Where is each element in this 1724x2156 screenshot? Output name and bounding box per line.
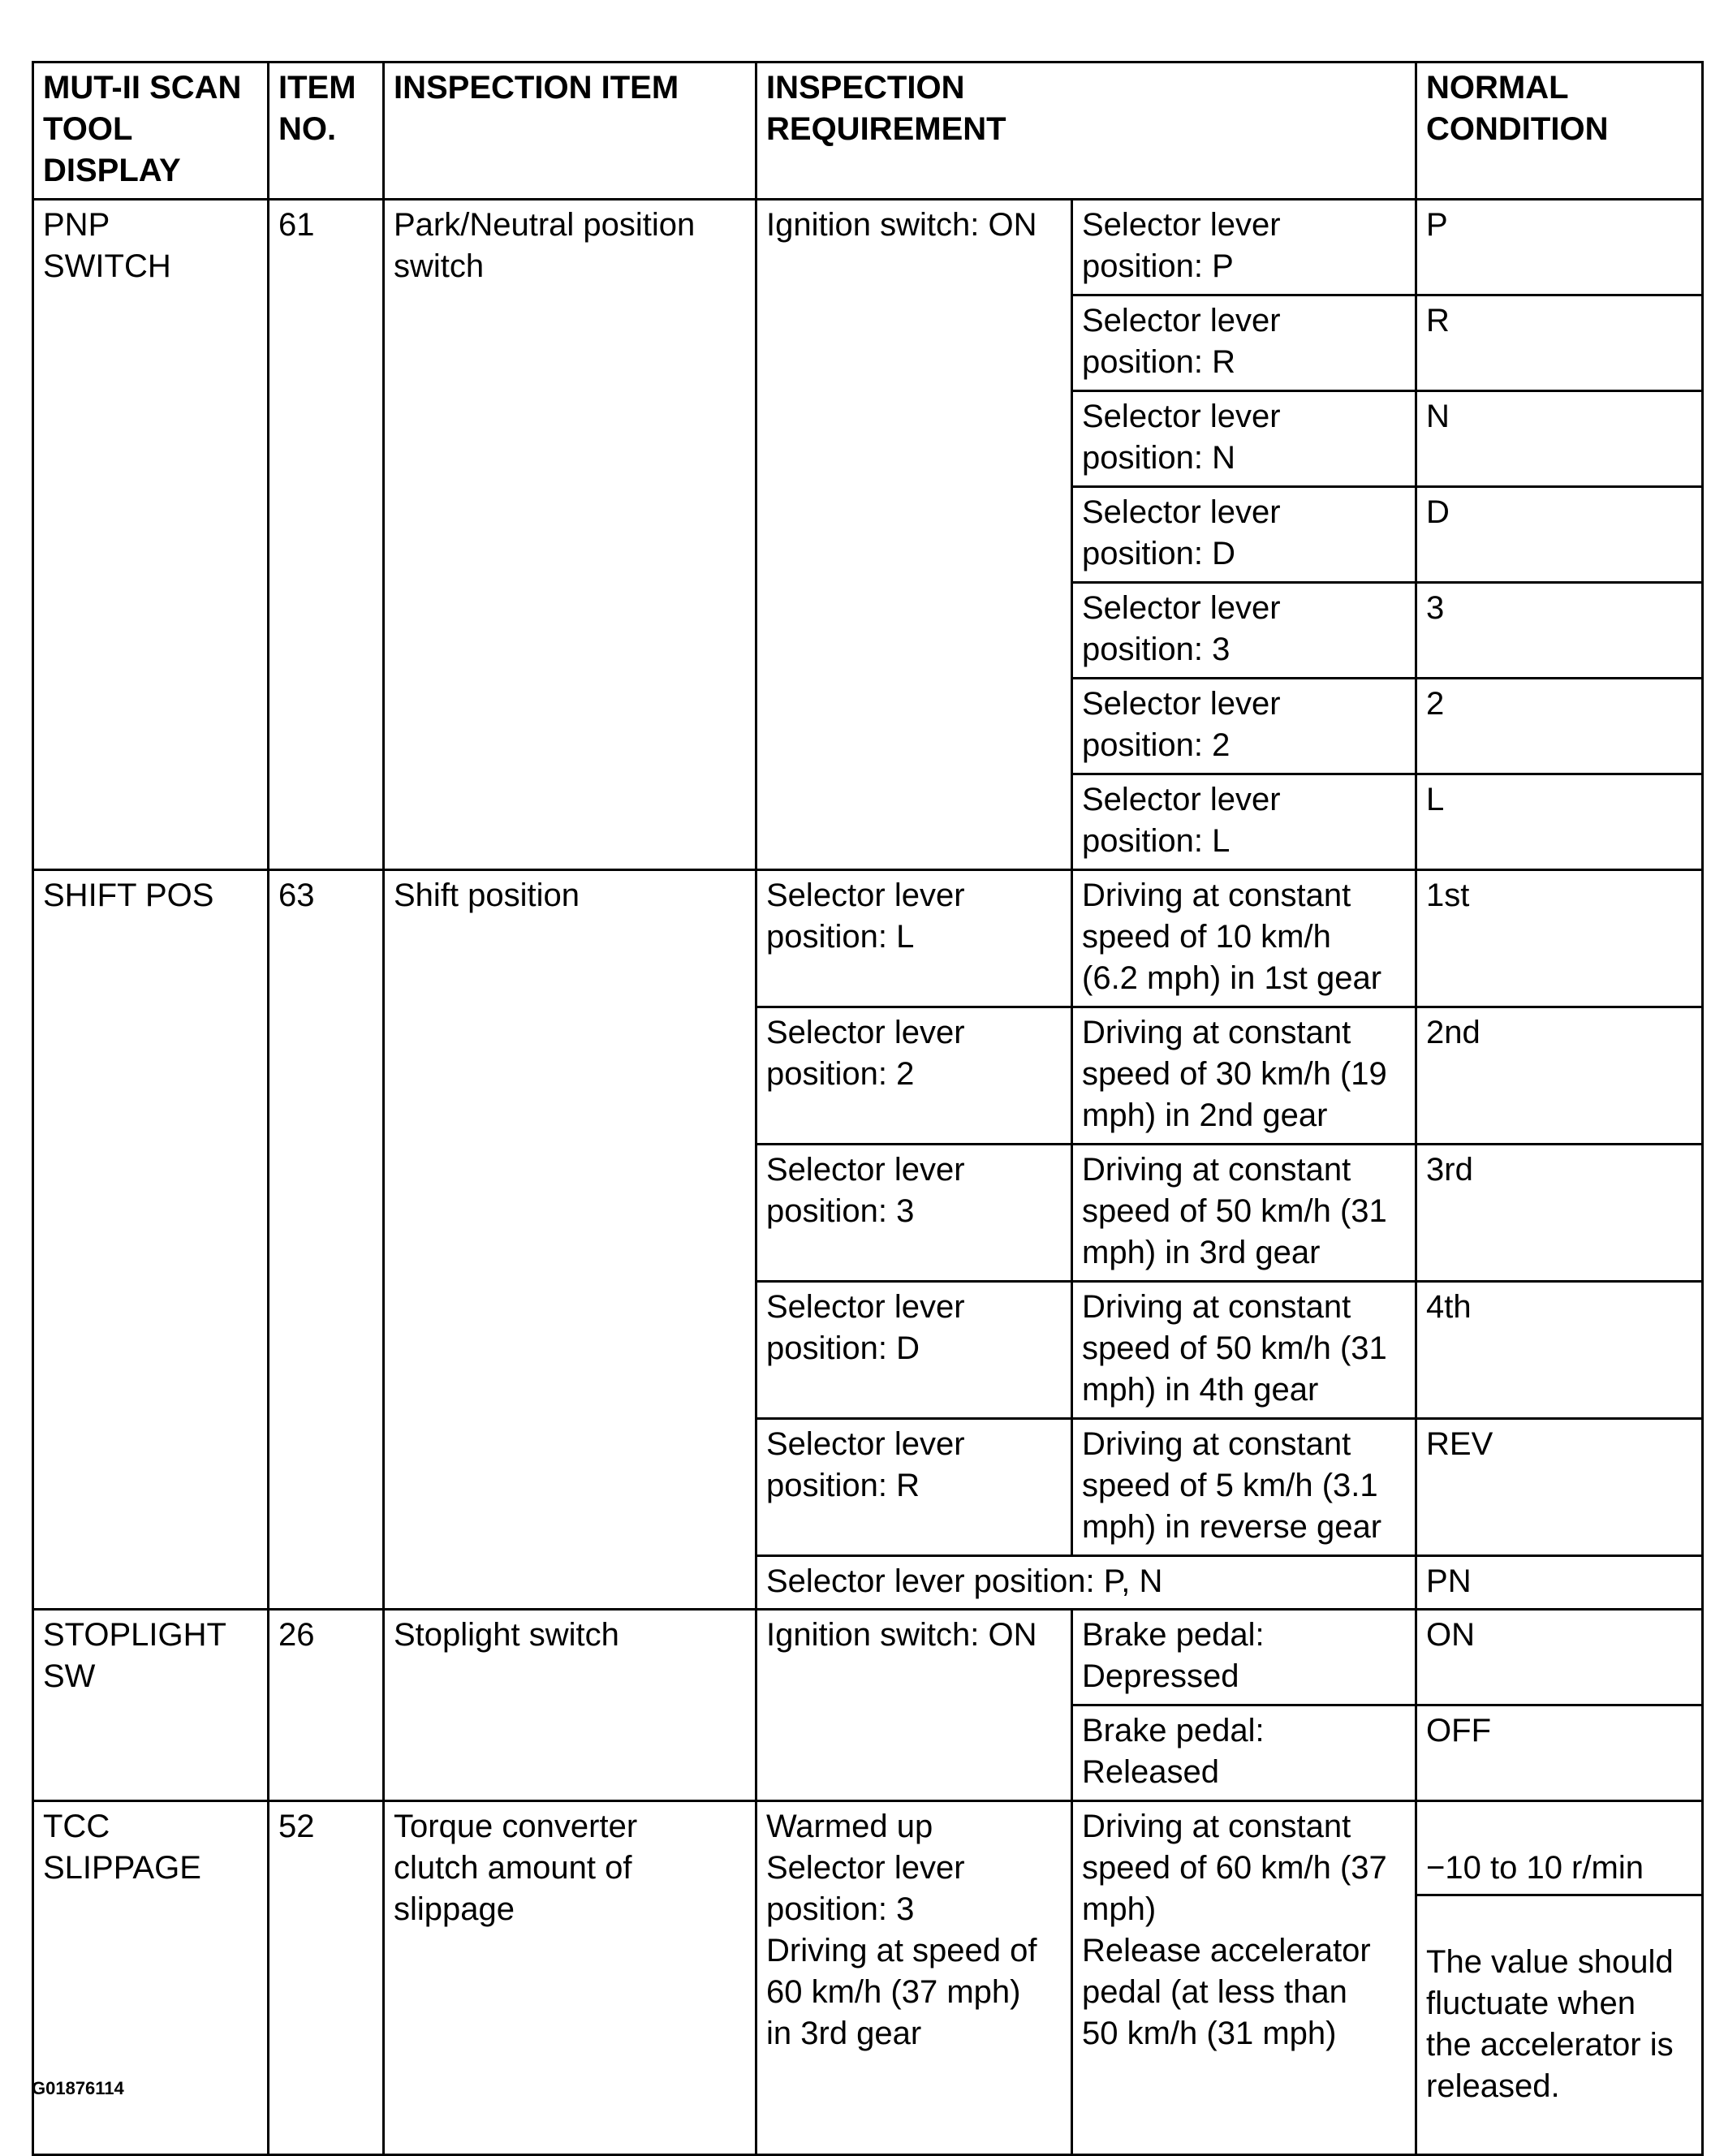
pnp-condition: Selector lever position: 2 xyxy=(1072,679,1416,774)
header-requirement: INSPECTION REQUIREMENT xyxy=(756,63,1416,200)
shift-requirement: Selector lever position: L xyxy=(756,870,1072,1007)
pnp-normal: L xyxy=(1416,774,1703,870)
pnp-condition: Selector lever position: D xyxy=(1072,487,1416,583)
shift-normal: 1st xyxy=(1416,870,1703,1007)
pnp-condition: Selector lever position: 3 xyxy=(1072,583,1416,679)
pnp-condition: Selector lever position: L xyxy=(1072,774,1416,870)
pnp-normal: D xyxy=(1416,487,1703,583)
shift-item-no: 63 xyxy=(269,870,384,1610)
header-item-no: ITEM NO. xyxy=(269,63,384,200)
pnp-normal: 2 xyxy=(1416,679,1703,774)
shift-requirement: Selector lever position: 2 xyxy=(756,1007,1072,1145)
shift-requirement: Selector lever position: D xyxy=(756,1282,1072,1419)
header-normal-condition: NORMAL CONDITION xyxy=(1416,63,1703,200)
stoplight-item-no: 26 xyxy=(269,1610,384,1801)
pnp-condition: Selector lever position: R xyxy=(1072,295,1416,391)
tcc-normal-note: The value should fluctuate when the accelerator is released. xyxy=(1426,1944,1674,2104)
inspection-table xyxy=(32,61,1704,2156)
pnp-requirement: Ignition switch: ON xyxy=(756,200,1072,870)
shift-requirement: Selector lever position: P, N xyxy=(756,1556,1416,1610)
tcc-normal-range: −10 to 10 r/min xyxy=(1417,1843,1701,1896)
stoplight-condition: Brake pedal: Depressed xyxy=(1072,1610,1416,1705)
tcc-normal xyxy=(1416,1801,1703,2155)
shift-item: Shift position xyxy=(384,870,756,1610)
shift-normal: 2nd xyxy=(1416,1007,1703,1145)
shift-normal: REV xyxy=(1416,1419,1703,1556)
shift-condition: Driving at constant speed of 5 km/h (3.1 mph) in reverse gear xyxy=(1072,1419,1416,1556)
shift-condition: Driving at constant speed of 30 km/h (19 mph) in 2nd gear xyxy=(1072,1007,1416,1145)
shift-normal: 4th xyxy=(1416,1282,1703,1419)
pnp-item: Park/Neutral position switch xyxy=(384,200,756,870)
table-row xyxy=(33,1610,1703,1705)
pnp-normal: R xyxy=(1416,295,1703,391)
shift-condition: Driving at constant speed of 10 km/h (6.2 mph) in 1st gear xyxy=(1072,870,1416,1007)
stoplight-condition: Brake pedal: Released xyxy=(1072,1705,1416,1801)
pnp-display: PNP SWITCH xyxy=(33,200,269,870)
stoplight-normal: ON xyxy=(1416,1610,1703,1705)
shift-normal: PN xyxy=(1416,1556,1703,1610)
tcc-requirement: Warmed up Selector lever position: 3 Driving at speed of 60 km/h (37 mph) in 3rd gear xyxy=(756,1801,1072,2155)
tcc-item: Torque converter clutch amount of slippage xyxy=(384,1801,756,2155)
pnp-condition: Selector lever position: P xyxy=(1072,200,1416,295)
shift-requirement: Selector lever position: 3 xyxy=(756,1145,1072,1282)
shift-display: SHIFT POS xyxy=(33,870,269,1610)
tcc-item-no: 52 xyxy=(269,1801,384,2155)
table-row xyxy=(33,870,1703,1007)
stoplight-item: Stoplight switch xyxy=(384,1610,756,1801)
header-row xyxy=(33,63,1703,200)
stoplight-requirement: Ignition switch: ON xyxy=(756,1610,1072,1801)
shift-condition: Driving at constant speed of 50 km/h (31 mph) in 4th gear xyxy=(1072,1282,1416,1419)
header-display: MUT-II SCAN TOOL DISPLAY xyxy=(33,63,269,200)
pnp-normal: 3 xyxy=(1416,583,1703,679)
shift-condition: Driving at constant speed of 50 km/h (31 mph) in 3rd gear xyxy=(1072,1145,1416,1282)
shift-requirement: Selector lever position: R xyxy=(756,1419,1072,1556)
figure-code: G01876114 xyxy=(32,2078,124,2098)
stoplight-normal: OFF xyxy=(1416,1705,1703,1801)
table-row xyxy=(33,1801,1703,2155)
header-inspection-item: INSPECTION ITEM xyxy=(384,63,756,200)
tcc-condition: Driving at constant speed of 60 km/h (37 mph) Release accelerator pedal (at less than 50 km/h (31 mph) xyxy=(1072,1801,1416,2155)
pnp-condition: Selector lever position: N xyxy=(1072,391,1416,487)
pnp-normal: N xyxy=(1416,391,1703,487)
tcc-display: TCC SLIPPAGE xyxy=(33,1801,269,2155)
table-row xyxy=(33,200,1703,295)
stoplight-display: STOPLIGHT SW xyxy=(33,1610,269,1801)
pnp-item-no: 61 xyxy=(269,200,384,870)
shift-normal: 3rd xyxy=(1416,1145,1703,1282)
pnp-normal: P xyxy=(1416,200,1703,295)
